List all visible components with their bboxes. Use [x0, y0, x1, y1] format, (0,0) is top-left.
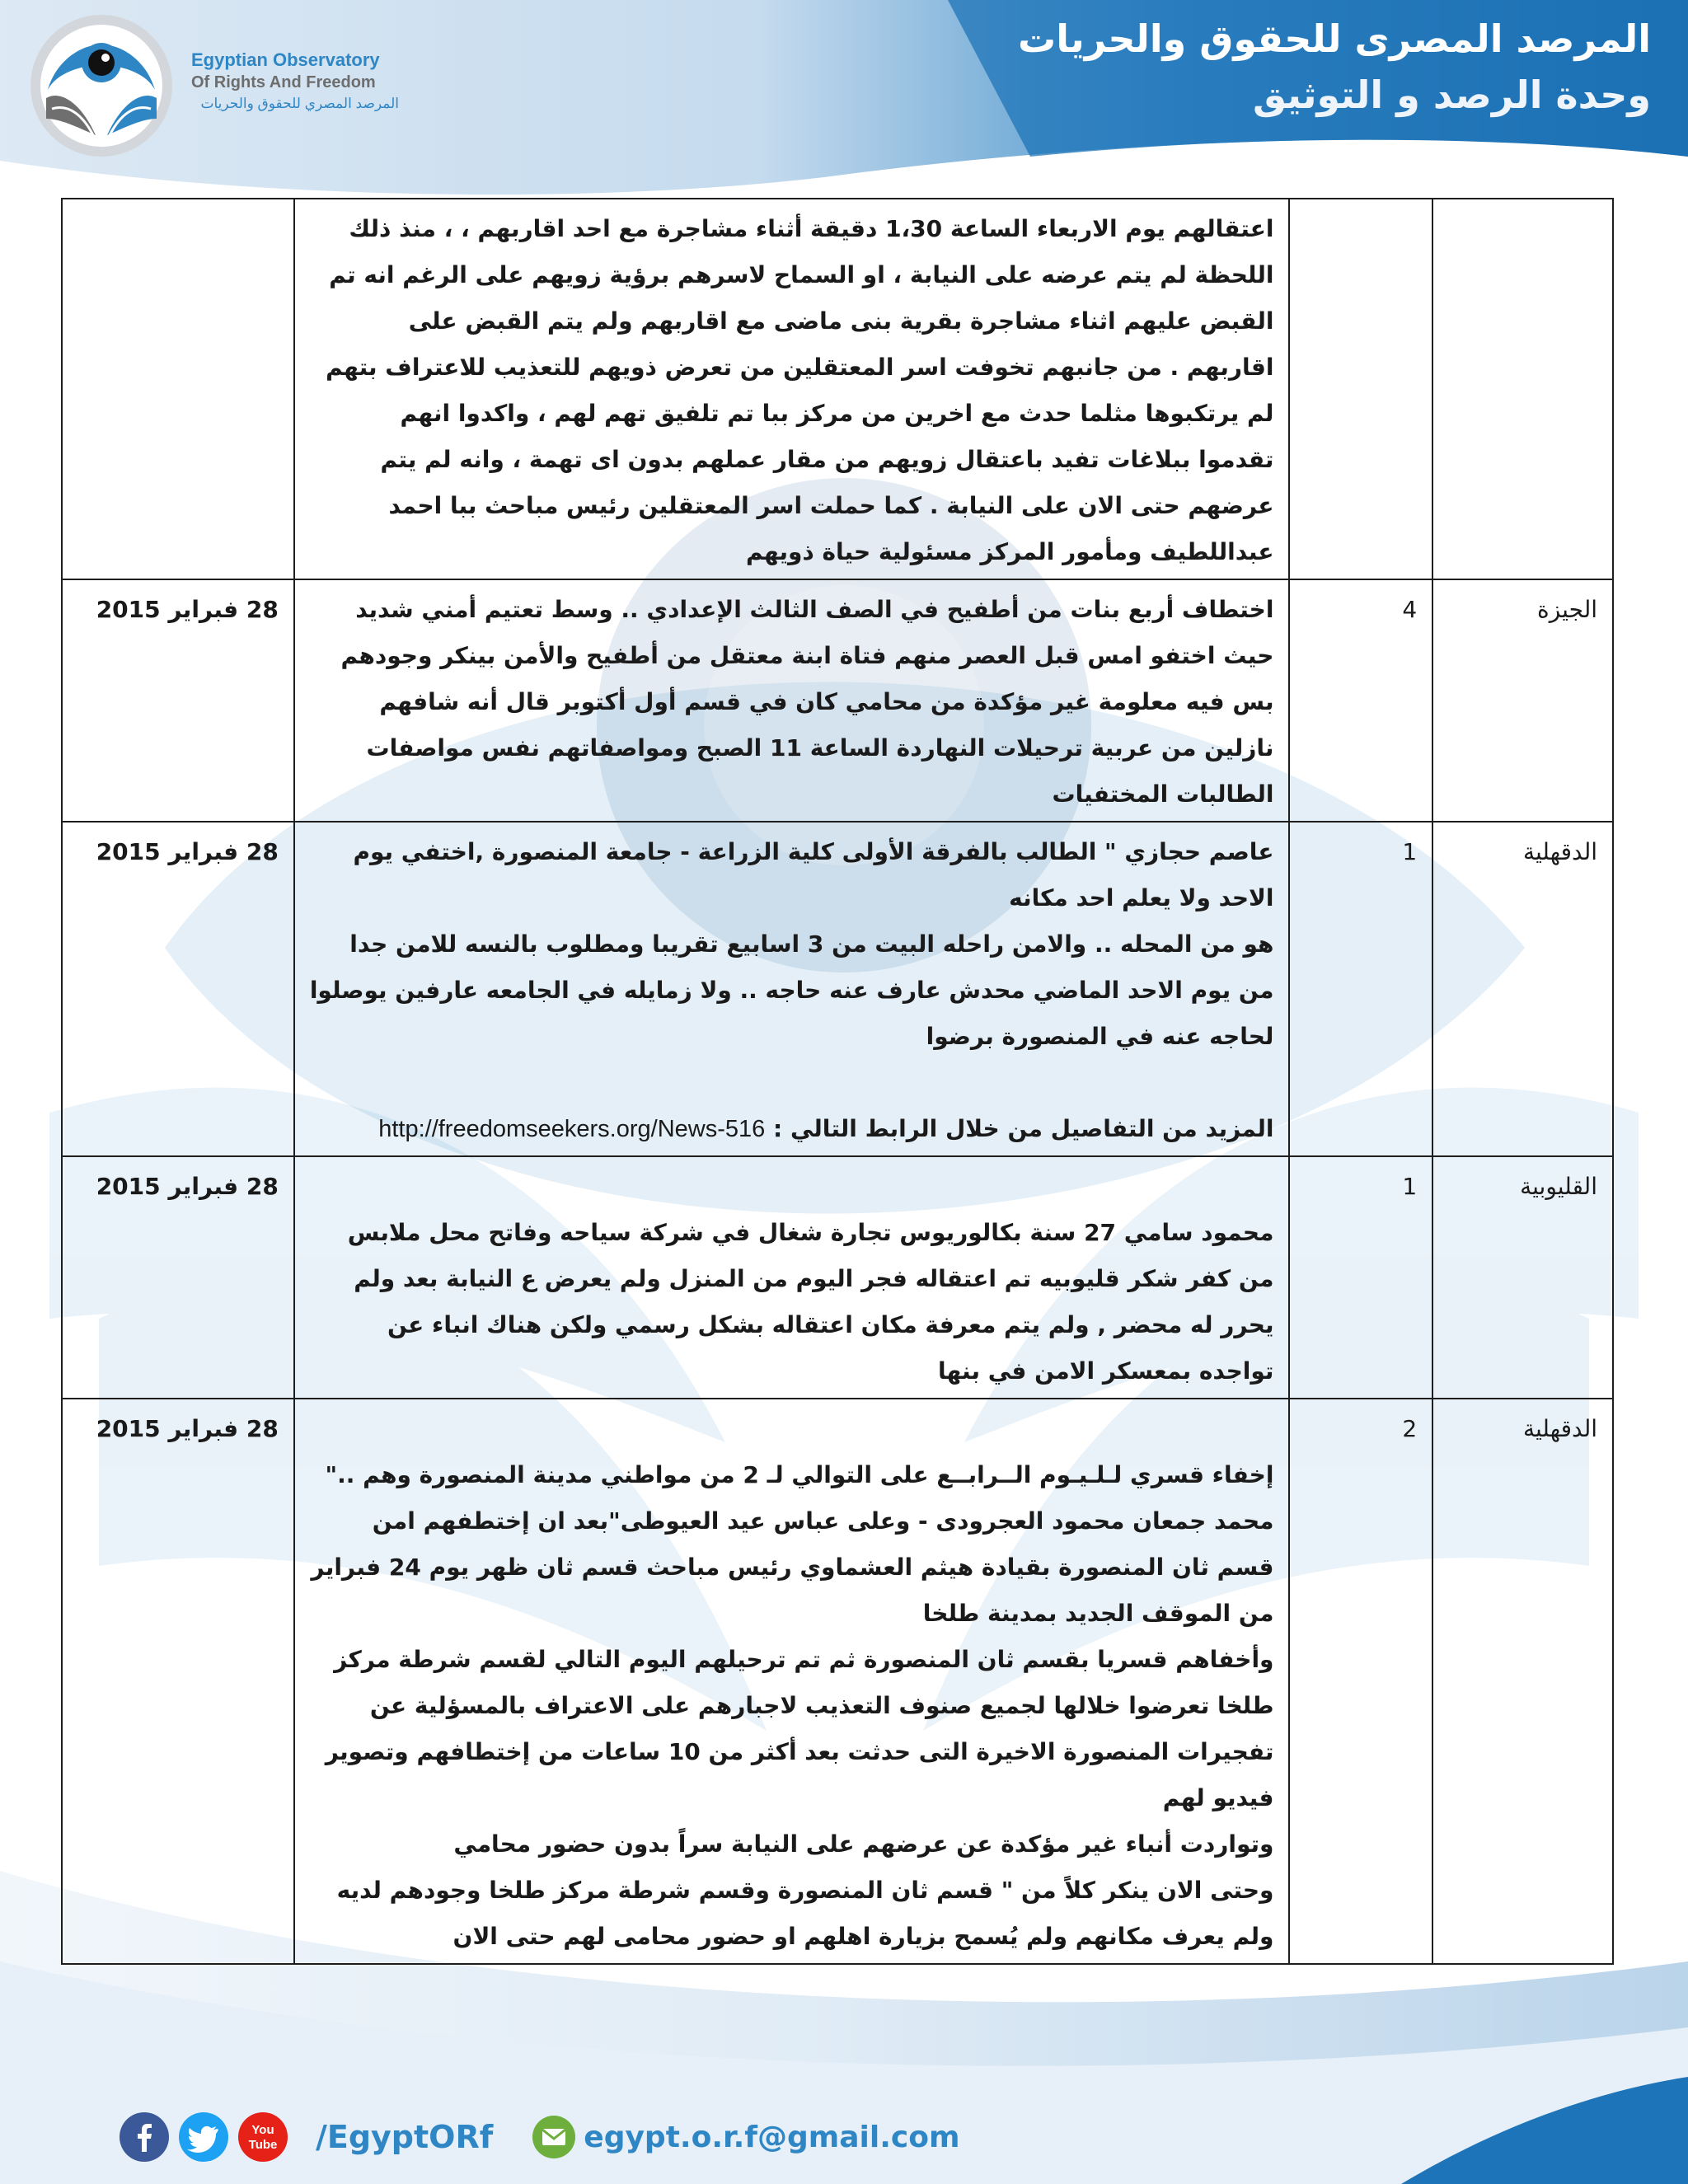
table-row: [62, 199, 1613, 579]
source-link[interactable]: http://freedomseekers.org/News-516: [378, 1116, 766, 1142]
blank-line: [310, 1164, 1274, 1210]
date-cell: 28 فبراير 2015: [62, 1156, 294, 1399]
governorate-cell: القليوبية: [1432, 1156, 1613, 1399]
details-line: طلخا تعرضوا خلالها لجميع صنوف التعذيب لاجبارهم على الاعتراف بالمسؤلية عن: [369, 1692, 1274, 1719]
details-line: وأخفاهم قسريا بقسم ثان المنصورة ثم تم ترحيلهم اليوم التالي لقسم شرطة مركز: [334, 1646, 1274, 1673]
details-line: تقدموا ببلاغات تفيد باعتقال زويهم من مقار عملهم بدون اى تهمة ، وانه لم يتم: [380, 446, 1274, 473]
contact-email[interactable]: egypt.o.r.f@gmail.com: [584, 2120, 960, 2154]
youtube-label-you: You: [251, 2123, 274, 2137]
governorate-cell: [1432, 199, 1613, 579]
facebook-icon[interactable]: [120, 2112, 169, 2162]
table-row: [62, 1156, 1613, 1399]
details-line: القبض عليهم اثناء مشاجرة بقرية بنى ماضى مع اقاربهم ولم يتم القبض على: [408, 307, 1274, 335]
details-line: قسم ثان المنصورة بقيادة هيثم العشماوي رئيس مباحث قسم ثان ظهر يوم 24 فبراير: [311, 1554, 1274, 1581]
details-line: اختطاف أربع بنات من أطفيح في الصف الثالث الإعدادي .. وسط تعتيم أمني شديد: [355, 596, 1274, 623]
details-line: لم يرتكبوها مثلما حدث مع اخرين من مركز ببا تم تلفيق تهم لهم ، واكدوا انهم: [400, 400, 1274, 427]
blank-line: [310, 1406, 1274, 1452]
details-line: إخفاء قسري لـلـيـوم الــرابــع على التوالي لـ 2 من مواطني مدينة المنصورة وهم ..": [325, 1461, 1274, 1488]
details-line: اللحظة لم يتم عرضه على النيابة ، او السماح لاسرهم برؤية زويهم على الرغم انه تم: [329, 261, 1274, 288]
details-line: عرضهم حتى الان على النيابة . كما حملت اسر المعتقلين رئيس مباحث ببا احمد: [388, 492, 1274, 519]
more-details-line: [310, 1106, 1274, 1152]
email-icon: [532, 2116, 575, 2158]
details-line: ولم يعرف مكانهم ولم يُسمح بزيارة اهلهم او حضور محامى لهم حتى الان: [452, 1923, 1274, 1950]
date-cell: 28 فبراير 2015: [62, 1399, 294, 1964]
details-line: من كفر شكر قليوبيه تم اعتقاله فجر اليوم من المنزل ولم يعرض ع النيابة بعد ولم: [354, 1265, 1274, 1292]
details-cell: [294, 579, 1290, 822]
youtube-label-tube: Tube: [248, 2138, 278, 2152]
details-line: وتواردت أنباء غير مؤكدة عن عرضهم على النيابة سراً بدون حضور محامي: [453, 1830, 1274, 1858]
details-line: اعتقالهم يوم الاربعاء الساعة 1،30 دقيقة أثناء مشاجرة مع احد اقاربهم ، ، منذ ذلك: [349, 215, 1274, 242]
details-line: من الموقف الجديد بمدينة طلخا: [922, 1600, 1274, 1627]
table-body: [62, 199, 1613, 1964]
header-title: المرصد المصرى للحقوق والحريات: [1018, 16, 1651, 61]
twitter-icon[interactable]: [179, 2112, 228, 2162]
details-line: عاصم حجازي " الطالب بالفرقة الأولى كلية الزراعة - جامعة المنصورة ,اختفي يوم: [353, 838, 1274, 865]
details-line: تفجيرات المنصورة الاخيرة التى حدثت بعد أكثر من 10 ساعات من إختطافهم وتصوير: [325, 1738, 1274, 1765]
governorate-cell: الجيزة: [1432, 579, 1613, 822]
details-cell: [294, 199, 1290, 579]
header-subtitle: وحدة الرصد و التوثيق: [1253, 73, 1651, 117]
details-cell: [294, 822, 1290, 1156]
logo-name-line1: Egyptian Observatory: [191, 49, 380, 70]
disappearance-report-table: [61, 198, 1614, 1965]
more-details-label: المزيد من التفاصيل من خلال الرابط التالي :: [773, 1115, 1274, 1142]
count-cell: 1: [1289, 1156, 1432, 1399]
details-line: حيث اختفو امس قبل العصر منهم فتاة ابنة معتقل من أطفيح والأمن بينكر وجودهم: [340, 642, 1274, 669]
details-line: تواجده بمعسكر الامن في بنها: [938, 1357, 1274, 1385]
logo-name-line2: Of Rights And Freedom: [191, 73, 376, 91]
details-line: الطالبات المختفيات: [1052, 780, 1274, 808]
details-line: من يوم الاحد الماضي محدش عارف عنه حاجه .. ولا زمايله في الجامعه عارفين يوصلوا: [309, 977, 1274, 1004]
logo-name-arabic: المرصد المصري للحقوق والحريات: [200, 96, 399, 111]
details-line: لحاجه عنه في المنصورة برضوا: [926, 1023, 1274, 1050]
table-row: [62, 822, 1613, 1156]
details-line: يحرر له محضر , ولم يتم معرفة مكان اعتقاله بشكل رسمي ولكن هناك انباء عن: [387, 1311, 1274, 1338]
governorate-cell: الدقهلية: [1432, 822, 1613, 1156]
details-cell: [294, 1156, 1290, 1399]
youtube-icon[interactable]: [238, 2112, 288, 2162]
details-line: نازلين من عربية ترحيلات النهاردة الساعة 11 الصبح ومواصفاتهم نفس مواصفات: [366, 734, 1274, 762]
date-cell: 28 فبراير 2015: [62, 822, 294, 1156]
date-cell: [62, 199, 294, 579]
details-line: بس فيه معلومة غير مؤكدة من محامي كان في قسم أول أكتوبر قال أنه شافهم: [379, 688, 1274, 715]
table-row: [62, 579, 1613, 822]
details-cell: [294, 1399, 1290, 1964]
table-row: [62, 1399, 1613, 1964]
governorate-cell: الدقهلية: [1432, 1399, 1613, 1964]
details-line: هو من المحله .. والامن راحله البيت من 3 اسابيع تقريبا ومطلوب بالنسه للامن جدا: [349, 930, 1274, 958]
details-line: محمود سامي 27 سنة بكالوريوس تجارة شغال في شركة سياحه وفاتح محل ملابس: [347, 1219, 1274, 1246]
date-cell: 28 فبراير 2015: [62, 579, 294, 822]
details-line: الاحد ولا يعلم احد مكانه: [1009, 884, 1274, 912]
blank-line: [310, 1060, 1274, 1106]
count-cell: [1289, 199, 1432, 579]
details-line: اقاربهم . من جانبهم تخوفت اسر المعتقلين من تعرض ذويهم للتعذيب للاعتراف بتهم: [326, 354, 1274, 381]
details-line: محمد جمعان محمود العجرودى - وعلى عباس عيد العيوطى"بعد ان إختطفهم امن: [372, 1507, 1274, 1535]
organization-logo: [23, 12, 180, 160]
details-line: فيديو لهم: [1162, 1784, 1274, 1811]
count-cell: 2: [1289, 1399, 1432, 1964]
details-line: عبداللطيف ومأمور المركز مسئولية حياة ذويهم: [746, 538, 1274, 565]
count-cell: 1: [1289, 822, 1432, 1156]
details-line: وحتى الان ينكر كلاً من " قسم ثان المنصورة وقسم شرطة مركز طلخا وجودهم لديه: [336, 1877, 1274, 1904]
footer: [120, 2110, 959, 2164]
social-handle[interactable]: /EgyptORf: [316, 2119, 494, 2155]
count-cell: 4: [1289, 579, 1432, 822]
